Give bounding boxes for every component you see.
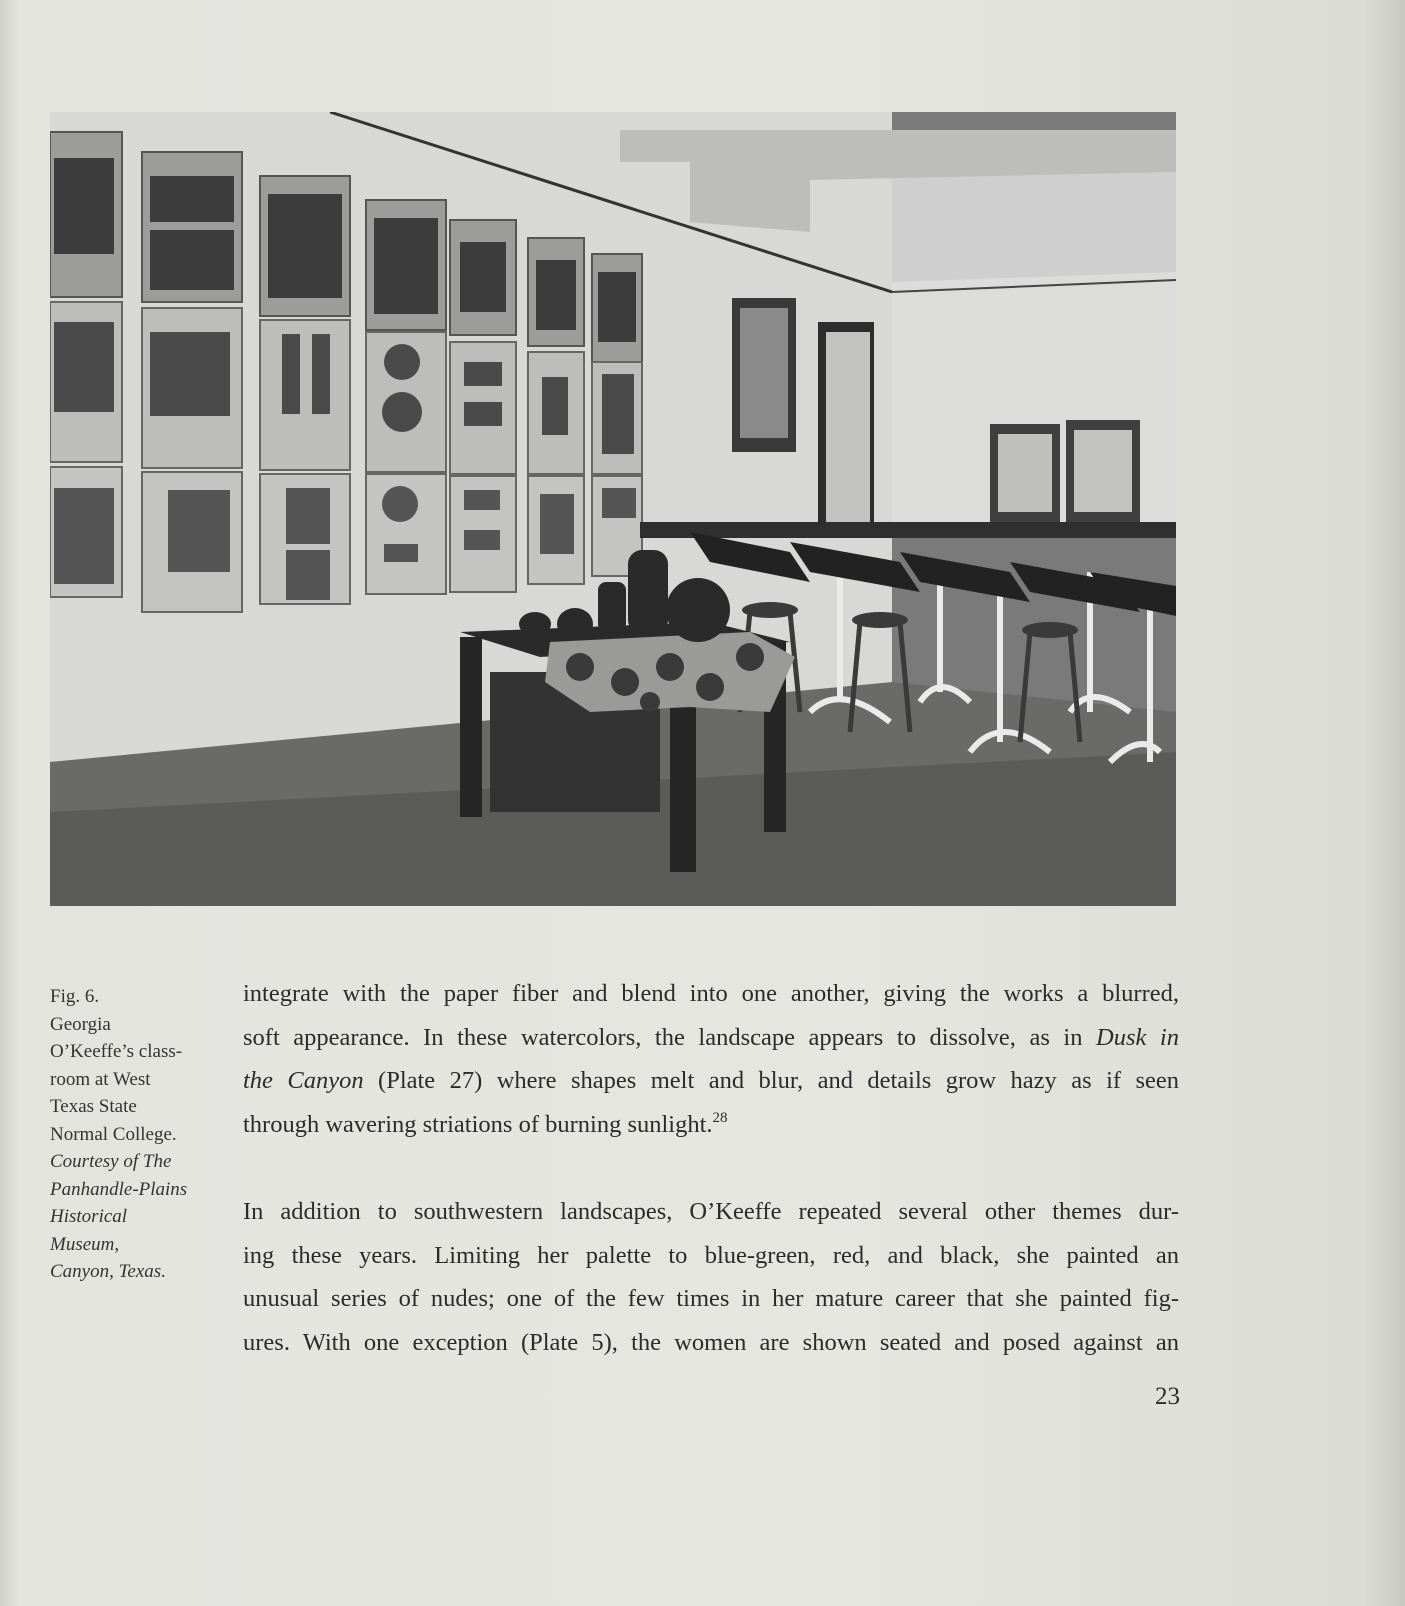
paragraph-2 — [243, 1190, 1179, 1364]
text-segment: through wavering striations of burning sunlight. — [243, 1110, 713, 1138]
figure-caption — [50, 983, 230, 1286]
text-line: integrate with the paper fiber and blend into one another, giving the works a blurred, — [243, 980, 1179, 1007]
artwork-title: the Canyon — [243, 1067, 364, 1094]
credit-line: Canyon, Texas. — [50, 1261, 166, 1282]
credit-line: Historical — [50, 1206, 128, 1227]
text-line: ing these years. Limiting her palette to blue-green, red, and black, she painted an — [243, 1241, 1179, 1269]
text-line — [243, 1103, 1179, 1147]
caption-line: Texas State — [50, 1096, 137, 1117]
caption-line: Georgia — [50, 1013, 111, 1035]
text-line — [243, 1016, 1179, 1060]
caption-line: room at West — [50, 1068, 151, 1090]
text-line: ures. With one exception (Plate 5), the women are shown seated and posed against an — [243, 1328, 1179, 1356]
page-number: 23 — [1155, 1383, 1180, 1410]
text-segment: soft appearance. In these watercolors, the landscape appears to dissolve, as in — [243, 1023, 1083, 1051]
footnote-reference: 28 — [712, 1109, 728, 1126]
credit-line: Panhandle-Plains — [50, 1178, 188, 1200]
text-line: unusual series of nudes; one of the few times in her mature career that she painted fig- — [243, 1285, 1179, 1312]
paragraph-1 — [243, 972, 1179, 1146]
credit-line: Museum, — [50, 1233, 120, 1255]
caption-line: Normal College. — [50, 1123, 177, 1145]
text-line: In addition to southwestern landscapes, O’Keeffe repeated several other themes dur- — [243, 1198, 1179, 1225]
text-segment: (Plate 27) where shapes melt and blur, and details grow hazy as if seen — [378, 1067, 1180, 1094]
text-line — [243, 1059, 1179, 1103]
credit-line: Courtesy of The — [50, 1151, 172, 1172]
classroom-photograph — [50, 112, 1176, 906]
caption-line: O’Keeffe’s class- — [50, 1041, 183, 1062]
classroom-photograph-drawing — [50, 112, 1176, 906]
caption-line: Fig. 6. — [50, 986, 100, 1007]
artwork-title: Dusk in — [1096, 1023, 1179, 1051]
